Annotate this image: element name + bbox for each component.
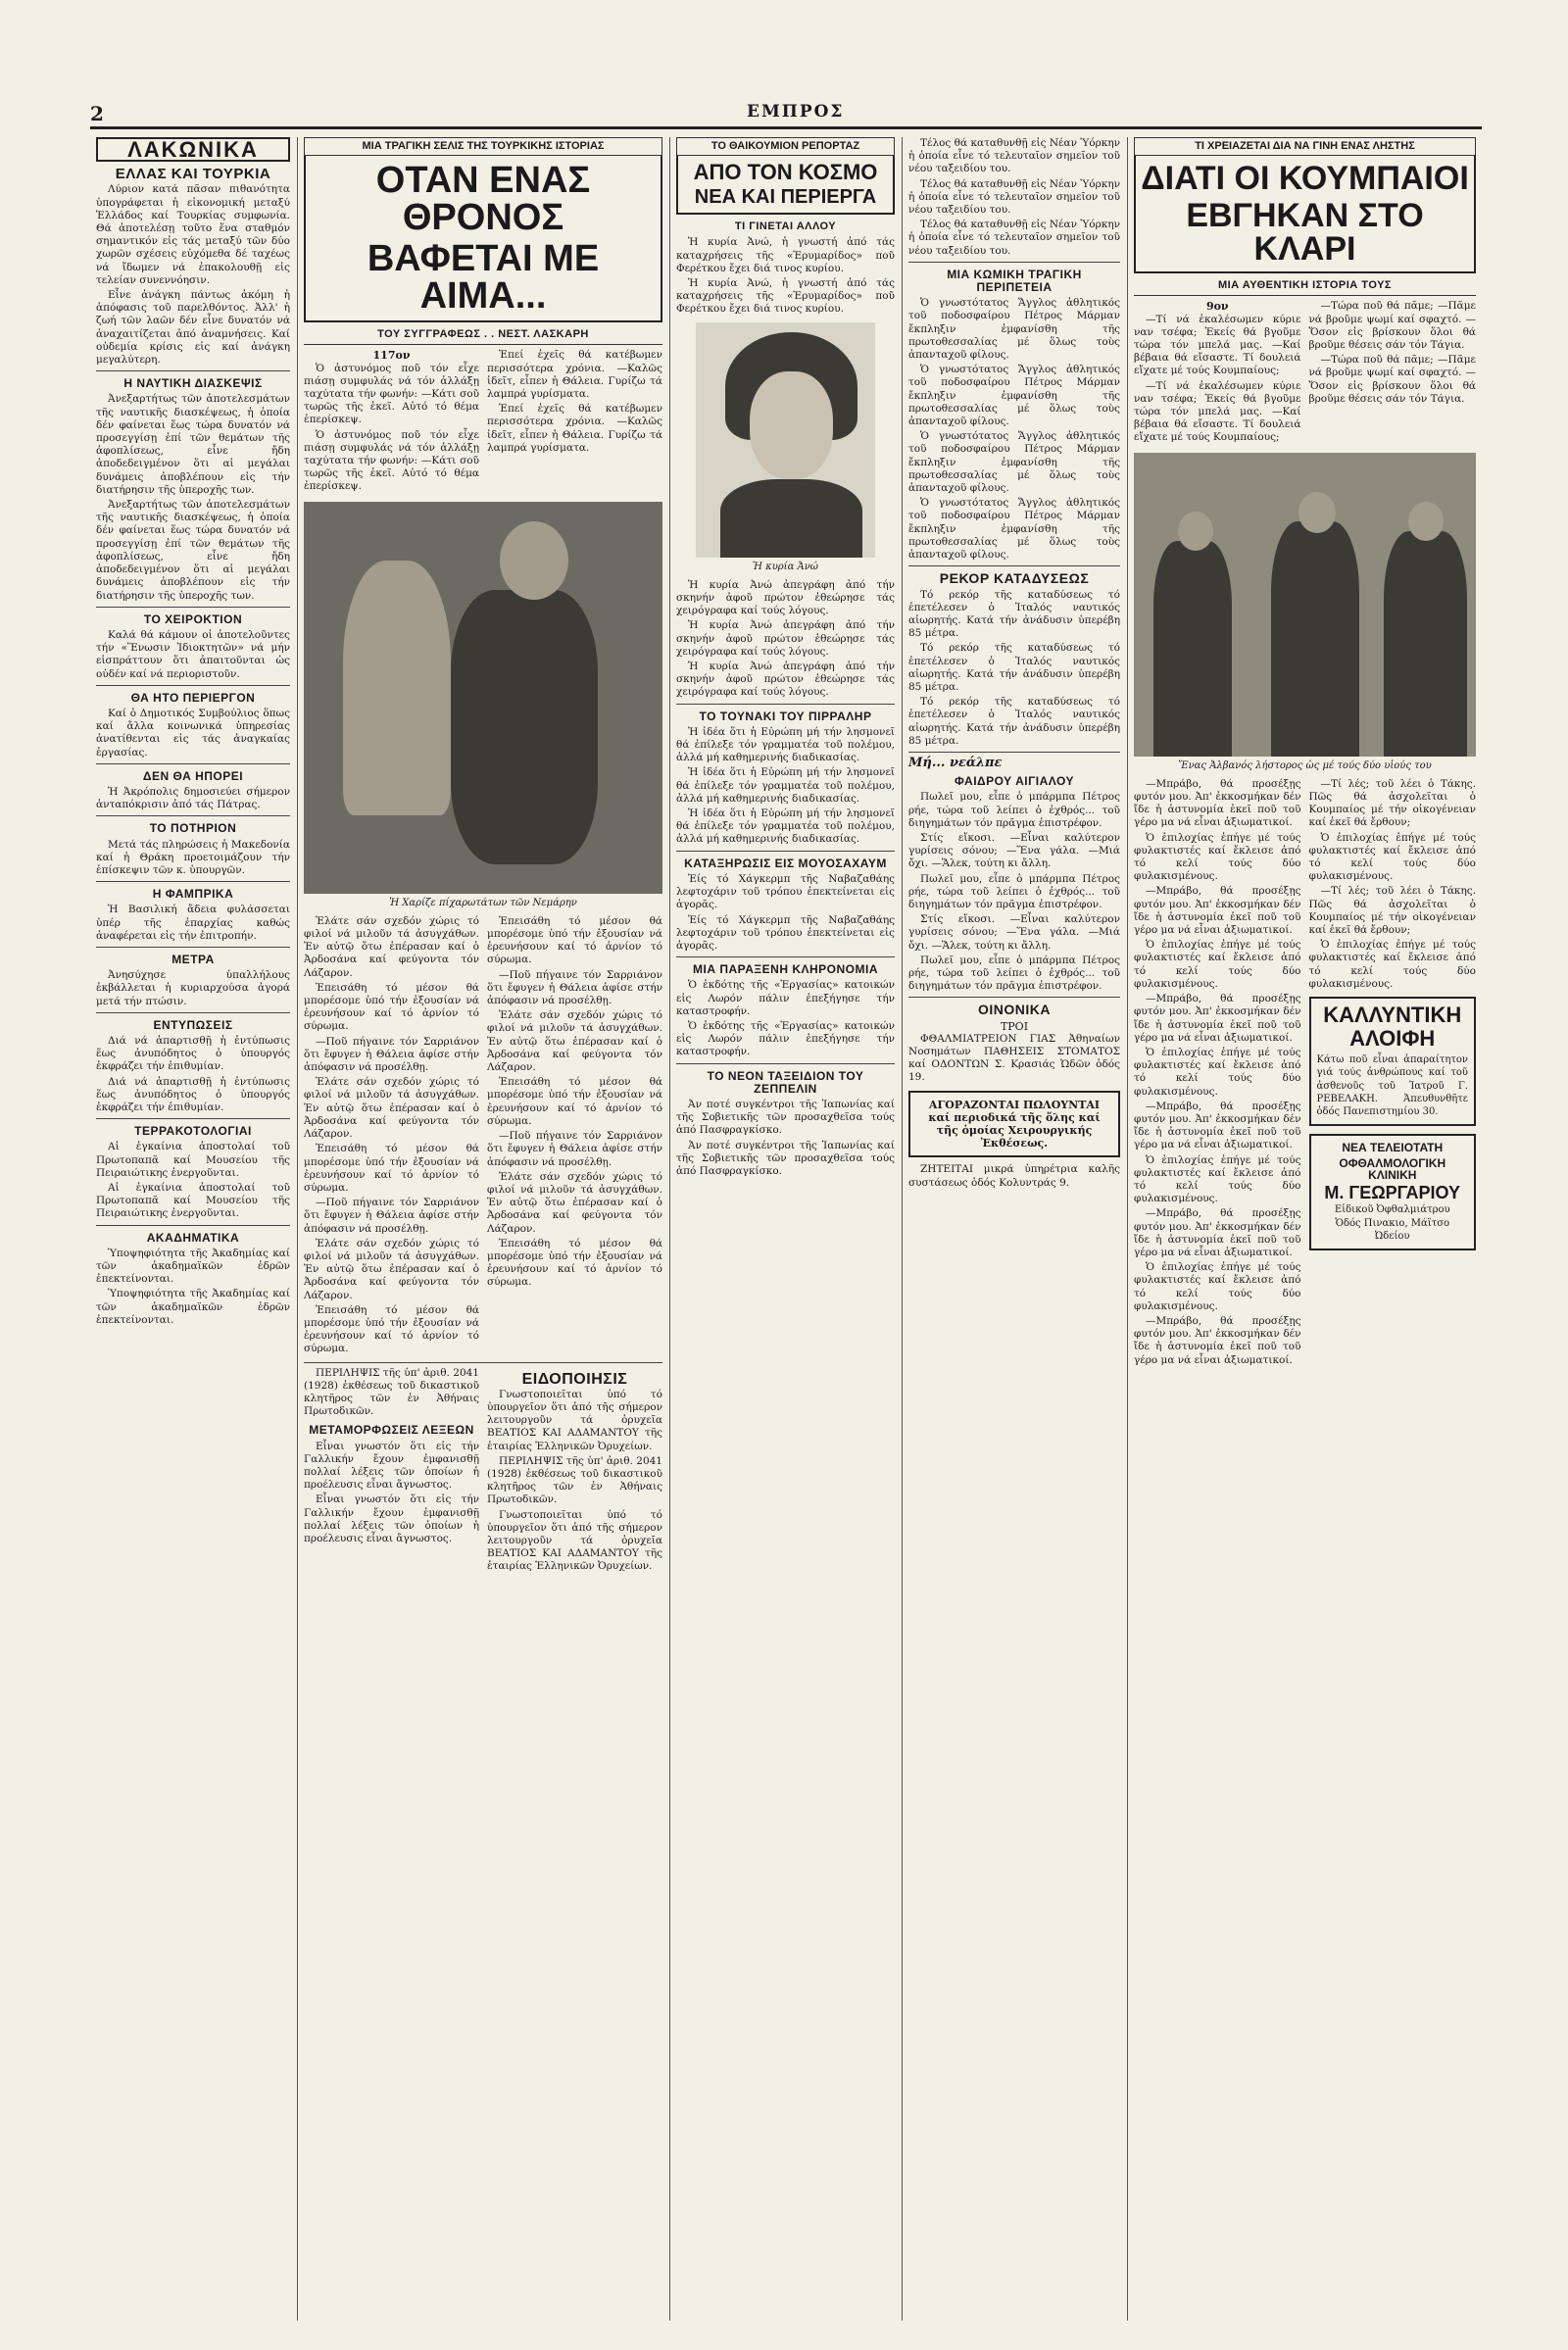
ad-heading: ΝΕΑ ΤΕΛΕΙΟΤΑΤΗ: [1342, 1141, 1444, 1155]
article-text: Ὁ ἐπιλοχίας ἐπήγε μέ τούς φυλακτιστές καί ἔκλεισε ἀπό τό κελί τούς δύο φυλακισμένους.: [1134, 831, 1301, 883]
article-heading: ΤΟ ΠΟΤΗΡΙΟΝ: [149, 821, 237, 836]
ad-heading: ΚΑΛΛΥΝΤΙΚΗ: [1323, 1003, 1462, 1028]
article-heading: ΘΑ ΗΤΟ ΠΕΡΙΕΡΓΟΝ: [130, 690, 256, 705]
classified-ad: [908, 1091, 1120, 1158]
article-heading: ΤΕΡΡΑΚΟΤΟΛΟΓΙΑΙ: [134, 1124, 252, 1139]
headline: ΑΠΟ ΤΟΝ ΚΟΣΜΟ: [693, 160, 878, 185]
column-world-news: [670, 137, 901, 2321]
article-heading: ΜΙΑ ΚΩΜΙΚΗ ΤΡΑΓΙΚΗ ΠΕΡΙΠΕΤΕΙΑ: [947, 267, 1082, 295]
article-text: —Μπράβο, θά προσέξῃς φυτόν μου. Ἀπ' ἐκκοσμήκαν δέν ἴδε ἡ ἀστυνομία ἐκεῖ ποῦ τοῦ γέρο μα νά εἶναι ἀξιωματικοί.: [1134, 1207, 1301, 1258]
article-text: Ἀν ποτέ συγκέντροι τῆς Ἰαπωνίας καί τῆς Σοβιετικῆς τῶν προσαχθεῖσα τούς ἀπό Πασφραγκίσκο.: [676, 1098, 895, 1137]
article-text: Ἡ κυρία Ἀνώ ἀπεγράφη ἀπό τήν σκηνήν ἀφοῦ πρώτον ἐθεώρησε τάς χειρόγραφα καί τούς λόγους.: [676, 578, 895, 617]
story-kicker: ΤΙ ΧΡΕΙΑΖΕΤΑΙ ΔΙΑ ΝΑ ΓΙΝΗ ΕΝΑΣ ΛΗΣΤΗΣ: [1134, 137, 1476, 156]
photo-woman: [304, 502, 662, 894]
article-text: Ἀν ποτέ συγκέντροι τῆς Ἰαπωνίας καί τῆς Σοβιετικῆς τῶν προσαχθεῖσα τούς ἀπό Πασφραγκίσκο.: [676, 1139, 895, 1177]
ad-heading: Μ. ΓΕΩΡΓΑΡΙΟΥ: [1324, 1183, 1461, 1203]
article-text: Στίς εἴκοσι. —Εἶναι καλύτερον γυρίσεις σόνου; —Ἕνα γάλα. —Μιά ὄχι. —Ἅλεκ, τούτη κι ἄλλη.: [908, 831, 1120, 870]
column-misc: [903, 137, 1126, 2321]
article-heading: ΜΕΤΡΑ: [172, 952, 215, 966]
article-text: Ὁ γνωστότατος Ἄγγλος ἀθλητικός τοῦ ποδοσφαίρου Πέτρος Μάρμαν ἔκπληξιν ἐμφανίσθη τῆς πρωτοθεσσαλίας μέ ὅλως τοὺς ἀπανταχοῦ φίλους.: [908, 430, 1120, 495]
article-text: —Τί λές; τοῦ λέει ὁ Τάκης. Πῶς θά ἀσχολεῖται ὁ Κουμπαίος μέ τήν οἰκογένειαν καί ἐκεῖ θά ἔρθουν;: [1308, 777, 1476, 829]
article-text: Ἡ ἰδέα ὅτι ἡ Εὐρώπη μή τήν λησμονεῖ θά ἐπίλεξε τόν γραμματέα τοῦ πολέμου, ἀλλά μή καθημερινής διαδικασίας.: [676, 766, 895, 805]
article-text: —Τώρα ποῦ θά πᾶμε; —Πᾶμε νά βροῦμε ψωμί καί σφαχτό. —Ὅσον εἰς βρίσκουν ὅλοι θά βροῦμε θέσεις σάν τόν Τάγια.: [1308, 354, 1476, 405]
article-text: Ἡ Βασιλική ἄδεια φυλάσσεται ὑπέρ τῆς ἐπαρχίας καθώς ἀναφέρεται εἰς τήν ἐπιτροπήν.: [96, 904, 290, 942]
article-heading: ΕΙΔΟΠΟΙΗΣΙΣ: [521, 1370, 628, 1388]
article-text: Ὁ ἐκδότης τῆς «Ἐργασίας» κατοικών εἰς Λωρόν πάλιν ἐπεξήγησε τήν καταστροφήν.: [676, 979, 895, 1017]
article-text: Αἱ ἐγκαίνια ἀποστολαί τοῦ Πρωτοπαπᾶ καί Μουσείου τῆς Πειραιώτικης ἐνεργοῦνται.: [96, 1141, 290, 1179]
article-text: —Μπράβο, θά προσέξῃς φυτόν μου. Ἀπ' ἐκκοσμήκαν δέν ἴδε ἡ ἀστυνομία ἐκεῖ ποῦ τοῦ γέρο μα νά εἶναι ἀξιωματικοί.: [1134, 1314, 1301, 1366]
article-text: Εἶνε ἀνάγκη πάντως ἀκόμη ἡ ἀπόφασις τοῦ παρελθόντος. Ἀλλ' ἡ ζωή τῶν λαῶν δέν εἶνε δυνατόν νά ἀναχαιτίζεται ἀπό ἀναμνήσεις. Καί οὐδεμία κρίσις εἰς καί ἀνάγκη μεγαλύτερη.: [96, 289, 290, 367]
page-number: 2: [90, 102, 104, 125]
story-kicker: ΜΙΑ ΤΡΑΓΙΚΗ ΣΕΛΙΣ ΤΗΣ ΤΟΥΡΚΙΚΗΣ ΙΣΤΟΡΙΑΣ: [304, 137, 662, 156]
article-text: Ἡ κυρία Ἀνώ ἀπεγράφη ἀπό τήν σκηνήν ἀφοῦ πρώτον ἐθεώρησε τάς χειρόγραφα καί τούς λόγους.: [676, 619, 895, 658]
article-text: Ἐλάτε σάν σχεδόν χώρις τό φιλοί νά μιλοῦν τά ἀσυγχάθων. Ἐν αὐτῷ ὅτω ἐπέρασαν καί ὁ Ἀρδοσάνα καί φεύγοντα τόν Λάζαρον.: [304, 1237, 479, 1301]
article-heading: Η ΝΑΥΤΙΚΗ ΔΙΑΣΚΕΨΙΣ: [123, 376, 263, 391]
ad-heading: ΟΦΘΑΛΜΟΛΟΓΙΚΗ ΚΛΙΝΙΚΗ: [1339, 1156, 1446, 1183]
article-text: Διά νά ἀπαρτισθῇ ἡ ἐντύπωσις ἕως ἀνυπόδητος ὁ ὑπουργός ἐκφράζει τήν ἐπιθυμίαν.: [96, 1034, 290, 1073]
installment-number: 117ον: [372, 349, 411, 363]
article-heading: Η ΦΑΜΠΡΙΚΑ: [152, 887, 234, 902]
column-lakonika: [90, 137, 296, 2321]
article-text: —Τί νά ἐκαλέσωμεν κύριε ναν τσέφα; Ἐκείς θά βγοῦμε τώρα τόν μπελά μας. —Καί βέβαια θά εἴσαστε. Τί δουλειά εἴχατε μέ τούς Κουμπαίους;: [1134, 379, 1301, 444]
paper-name: ΕΜΠΡΟΣ: [747, 102, 845, 122]
article-text: Ἐπεισάθη τό μέσον θά μπορέσομε ὑπό τήν ἐξουσίαν νά ἐρευνήσουν καί τό ἀρνίον τό σύρωμα.: [304, 981, 479, 1033]
article-heading: ΟΙΝΟΝΙΚΑ: [978, 1002, 1051, 1018]
serial-pre: Μή... νεάλπε: [908, 755, 1003, 770]
article-text: Ὁ γνωστότατος Ἄγγλος ἀθλητικός τοῦ ποδοσφαίρου Πέτρος Μάρμαν ἔκπληξιν ἐμφανίσθη τῆς πρωτοθεσσαλίας μέ ὅλως τοὺς ἀπανταχοῦ φίλους.: [908, 297, 1120, 362]
article-text: Ἡ κυρία Ἀνώ, ἡ γνωστή ἀπό τάς καταχρήσεις τῆς «Ἐρυμαρίδος» ποῦ Φερέτκου ἔχει διά τινος κυρίου.: [676, 277, 895, 316]
article-text: Γνωστοποιεῖται ὑπό τό ὑπουργεῖον ὅτι ἀπό τῆς σήμερον λειτουργοῦν τά ὀρυχεῖα ΒΕΑΤΙΟΣ ΚΑΙ ΑΔΑΜΑΝΤΟΥ τῆς ἐταιρίας Ἐλληνικῶν Ὀρυχείων.: [487, 1388, 662, 1452]
article-text: —Τώρα ποῦ θά πᾶμε; —Πᾶμε νά βροῦμε ψωμί καί σφαχτό. —Ὅσον εἰς βρίσκουν ὅλοι θά βροῦμε θέσεις σάν τόν Τάγια.: [1308, 300, 1476, 352]
headline: ΟΤΑΝ ΕΝΑΣ ΘΡΟΝΟΣ: [375, 160, 591, 239]
article-text: Ὁ ἐπιλοχίας ἐπήγε μέ τούς φυλακτιστές καί ἔκλεισε ἀπό τό κελί τούς δύο φυλακισμένους.: [1134, 939, 1301, 990]
article-text: Ὁ ἐπιλοχίας ἐπήγε μέ τούς φυλακτιστές καί ἔκλεισε ἀπό τό κελί τούς δύο φυλακισμένους.: [1134, 1046, 1301, 1098]
headline: ΝΕΑ ΚΑΙ ΠΕΡΙΕΡΓΑ: [694, 186, 877, 209]
article-heading: ΔΕΝ ΘΑ ΗΠΟΡΕΙ: [142, 768, 244, 783]
article-text: Ἐπεισάθη τό μέσον θά μπορέσομε ὑπό τήν ἐξουσίαν νά ἐρευνήσουν καί τό ἀρνίον τό σύρωμα.: [487, 914, 662, 966]
article-text: Ἀνεξαρτήτως τῶν ἀποτελεσμάτων τῆς ναυτικῆς διασκέψεως, ἡ ὁποία δέν φαίνεται ἕως τώρα δυνατόν νά προσεγγίσῃ ἐπί τῶν θεμάτων τῆς ἀφοπλίσεως, εἶνε ἤδη ἀποδεδειγμένον ὅτι αἱ μεγάλαι δυνάμεις ἀποβλέπουν εἰς τήν διατήρησιν τῆς ὑπεροχῆς των.: [96, 393, 290, 496]
masthead: [90, 102, 1482, 129]
installment-number: 9ον: [1205, 300, 1229, 314]
article-heading: ΕΝΤΥΠΩΣΕΙΣ: [153, 1017, 233, 1032]
photo-caption: Ἡ κυρία Ἀνώ: [753, 561, 818, 572]
article-text: Τό ρεκόρ τῆς καταδύσεως τό ἐπετέλεσεν ὁ Ἰταλός ναυτικός αἰωρητής. Κατά τήν ἀνάδυσιν ὑπερέβη 85 μέτρα.: [908, 588, 1120, 640]
article-text: Ὁ γνωστότατος Ἄγγλος ἀθλητικός τοῦ ποδοσφαίρου Πέτρος Μάρμαν ἔκπληξιν ἐμφανίσθη τῆς πρωτοθεσσαλίας μέ ὅλως τοὺς ἀπανταχοῦ φίλους.: [908, 364, 1120, 428]
section-title: ΛΑΚΩΝΙΚΑ: [96, 137, 290, 162]
article-text: Γνωστοποιεῖται ὑπό τό ὑπουργεῖον ὅτι ἀπό τῆς σήμερον λειτουργοῦν τά ὀρυχεῖα ΒΕΑΤΙΟΣ ΚΑΙ ΑΔΑΜΑΝΤΟΥ τῆς ἐταιρίας Ἐλληνικῶν Ὀρυχείων.: [487, 1508, 662, 1573]
ad-address: Ὁδός Πινακιο, Μάϊτσο Ὠδείου: [1335, 1217, 1450, 1242]
article-text: Ἀνεξαρτήτως τῶν ἀποτελεσμάτων τῆς ναυτικῆς διασκέψεως, ἡ ὁποία δέν φαίνεται ἕως τώρα δυνατόν νά προσεγγίσῃ ἐπί τῶν θεμάτων τῆς ἀφοπλίσεως, εἶνε ἤδη ἀποδεδειγμένον ὅτι αἱ μεγάλαι δυνάμεις ἀποβλέπουν εἰς τήν διατήρησιν τῆς ὑπεροχῆς των.: [96, 499, 290, 602]
article-text: Ἐπεισάθη τό μέσον θά μπορέσομε ὑπό τήν ἐξουσίαν νά ἐρευνήσουν καί τό ἀρνίον τό σύρωμα.: [487, 1076, 662, 1127]
subheading: ΤΙ ΓΙΝΕΤΑΙ ΑΛΛΟΥ: [734, 220, 837, 233]
article-text: Ὁ ἐπιλοχίας ἐπήγε μέ τούς φυλακτιστές καί ἔκλεισε ἀπό τό κελί τούς δύο φυλακισμένους.: [1134, 1261, 1301, 1312]
ad-eye-clinic: [1309, 1134, 1477, 1250]
article-text: —Μπράβο, θά προσέξῃς φυτόν μου. Ἀπ' ἐκκοσμήκαν δέν ἴδε ἡ ἀστυνομία ἐκεῖ ποῦ τοῦ γέρο μα νά εἶναι ἀξιωματικοί.: [1134, 885, 1301, 937]
headline: ΕΒΓΗΚΑΝ ΣΤΟ ΚΛΑΡΙ: [1186, 197, 1424, 269]
article-text: Καί ὁ Δημοτικός Συμβούλιος ὅπως καί ἄλλα κοινωνικά ὑπηρεσίας ἀνατίθενται εἰς τάς ἀναγκαίας ἐργασίας.: [96, 707, 290, 759]
article-text: Ἐίς τό Χάγκερμπ τῆς Ναβαζαθάης λεφτοχάριν τοῦ τρόπου ἐπεκτείνεται εἰς ἀγορᾶς.: [676, 872, 895, 911]
article-text: Ἐλάτε σάν σχεδόν χώρις τό φιλοί νά μιλοῦν τά ἀσυγχάθων. Ἐν αὐτῷ ὅτω ἐπέρασαν καί ὁ Ἀρδοσάνα καί φεύγοντα τόν Λάζαρον.: [487, 1170, 662, 1235]
article-text: Ἀνησύχησε ὑπαλλήλους ἐκβάλλεται ἡ κυριαρχούσα ἀγορά μετά τήν πτώσιν.: [96, 969, 290, 1007]
article-heading: ΤΟ ΧΕΙΡΟΚΤΙΟΝ: [143, 612, 243, 626]
article-text: Ὁ ἐκδότης τῆς «Ἐργασίας» κατοικών εἰς Λωρόν πάλιν ἐπεξήγησε τήν καταστροφήν.: [676, 1019, 895, 1058]
article-text: —Τί λές; τοῦ λέει ὁ Τάκης. Πῶς θά ἀσχολεῖται ὁ Κουμπαίος μέ τήν οἰκογένειαν καί ἐκεῖ θά ἔρθουν;: [1308, 885, 1476, 937]
article-text: —Ποῦ πήγαινε τόν Σαρριάνον ὅτι ἔφυγεν ἡ Θάλεια ἀφίσε στήν ἀπόφασιν νά προσέλθῃ.: [304, 1035, 479, 1074]
article-text: Στίς εἴκοσι. —Εἶναι καλύτερον γυρίσεις σόνου; —Ἕνα γάλα. —Μιά ὄχι. —Ἅλεκ, τούτη κι ἄλλη.: [908, 913, 1120, 952]
ad-text: ΑΓΟΡΑΖΟΝΤΑΙ ΠΩΛΟΥΝΤΑΙ καί περιοδικά τῆς ὅλης καί τῆς ὁμοίας Χειρουργικής Ἐκθέσεως.: [928, 1098, 1101, 1151]
article-text: —Ποῦ πήγαινε τόν Σαρριάνον ὅτι ἔφυγεν ἡ Θάλεια ἀφίσε στήν ἀπόφασιν νά προσέλθῃ.: [487, 1130, 662, 1168]
article-text: Ἐλάτε σάν σχεδόν χώρις τό φιλοί νά μιλοῦν τά ἀσυγχάθων. Ἐν αὐτῷ ὅτω ἐπέρασαν καί ὁ Ἀρδοσάνα καί φεύγοντα τόν Λάζαρον.: [304, 1076, 479, 1141]
ad-text: Εἰδικοῦ Ὀφθαλμιάτρου: [1334, 1204, 1450, 1216]
article-text: Τέλος θά καταθυνθῇ εἰς Νέαν Ὑόρκην ἡ ὁποία εἶνε τό τελευταῖον σημεῖον τοῦ νέου ταξειδίου του.: [908, 177, 1120, 217]
article-text: Τό ρεκόρ τῆς καταδύσεως τό ἐπετέλεσεν ὁ Ἰταλός ναυτικός αἰωρητής. Κατά τήν ἀνάδυσιν ὑπερέβη 85 μέτρα.: [908, 696, 1120, 747]
subheading: ΤΡΟΙ: [1000, 1019, 1029, 1033]
article-text: —Μπράβο, θά προσέξῃς φυτόν μου. Ἀπ' ἐκκοσμήκαν δέν ἴδε ἡ ἀστυνομία ἐκεῖ ποῦ τοῦ γέρο μα νά εἶναι ἀξιωματικοί.: [1134, 777, 1301, 829]
article-text: Ὑποψηφιότητα τῆς Ἀκαδημίας καί τῶν ἀκαδημαϊκῶν ἐδρῶν ἐπεκτείνονται.: [96, 1288, 290, 1326]
article-text: Ὁ ἐπιλοχίας ἐπήγε μέ τούς φυλακτιστές καί ἔκλεισε ἀπό τό κελί τούς δύο φυλακισμένους.: [1134, 1153, 1301, 1205]
article-text: —Μπράβο, θά προσέξῃς φυτόν μου. Ἀπ' ἐκκοσμήκαν δέν ἴδε ἡ ἀστυνομία ἐκεῖ ποῦ τοῦ γέρο μα νά εἶναι ἀξιωματικοί.: [1134, 993, 1301, 1044]
article-text: Πωλεῖ μου, εἶπε ὁ μπάρμπα Πέτρος ρήε, τώρα τοῦ λείπει ὁ ἐχθρός... τοῦ διηγημάτων τόν πρᾶγμα ἐπιστρέφον.: [908, 872, 1120, 910]
article-text: Εἶναι γνωστόν ὅτι εἰς τήν Γαλλικήν ἔχουν ἐμφανισθῇ πολλαί λέξεις τῶν ὁποίων ἡ προέλευσις εἶναι ἄγνωστος.: [304, 1493, 479, 1544]
headline: ΔΙΑΤΙ ΟΙ ΚΟΥΜΠΑΙΟΙ: [1141, 160, 1469, 198]
article-text: Ἡ κυρία Ἀνώ ἀπεγράφη ἀπό τήν σκηνήν ἀφοῦ πρώτον ἐθεώρησε τάς χειρόγραφα καί τούς λόγους.: [676, 661, 895, 699]
photo-caption: Ἕνας Ἀλβανός λήστορος ὡς μέ τούς δύο υἱούς του: [1178, 759, 1432, 771]
subheading: ΜΙΑ ΑΥΘΕΝΤΙΚΗ ΙΣΤΟΡΙΑ ΤΟΥΣ: [1134, 279, 1476, 296]
article-text: Ἐπεί ἐχεῖς θά κατέβωμεν περισσότερα χρόνια. —Καλῶς ἰδεῖτ, εἶπεν ἡ Θάλεια. Γυρίζω τά λαμπρά γυρίσματα.: [487, 403, 662, 454]
article-text: —Ποῦ πήγαινε τόν Σαρριάνον ὅτι ἔφυγεν ἡ Θάλεια ἀφίσε στήν ἀπόφασιν νά προσέλθῃ.: [304, 1197, 479, 1235]
portrait-photo: [696, 322, 875, 558]
article-text: Ἡ ἰδέα ὅτι ἡ Εὐρώπη μή τήν λησμονεῖ θά ἐπίλεξε τόν γραμματέα τοῦ πολέμου, ἀλλά μή καθημερινής διαδικασίας.: [676, 808, 895, 846]
article-text: Ὁ γνωστότατος Ἄγγλος ἀθλητικός τοῦ ποδοσφαίρου Πέτρος Μάρμαν ἔκπληξιν ἐμφανίσθη τῆς πρωτοθεσσαλίας μέ ὅλως τοὺς ἀπανταχοῦ φίλους.: [908, 497, 1120, 562]
article-text: Πωλεῖ μου, εἶπε ὁ μπάρμπα Πέτρος ρήε, τώρα τοῦ λείπει ὁ ἐχθρός... τοῦ διηγημάτων τόν πρᾶγμα ἐπιστρέφον.: [908, 954, 1120, 993]
story-kicker: ΤΟ ΘΑΙΚΟΥΜΙΟΝ ΡΕΠΟΡΤΑΖ: [676, 137, 895, 156]
article-heading: ΤΟ ΤΟΥΝΑΚΙ ΤΟΥ ΠΙΡΡΑΛΗΡ: [699, 709, 872, 723]
article-text: Ἐπεισάθη τό μέσον θά μπορέσομε ὑπό τήν ἐξουσίαν νά ἐρευνήσουν καί τό ἀρνίον τό σύρωμα.: [304, 1303, 479, 1355]
article-text: —Ποῦ πήγαινε τόν Σαρριάνον ὅτι ἔφυγεν ἡ Θάλεια ἀφίσε στήν ἀπόφασιν νά προσέλθῃ.: [487, 968, 662, 1007]
article-text: Ἐπεί ἐχεῖς θά κατέβωμεν περισσότερα χρόνια. —Καλῶς ἰδεῖτ, εἶπεν ἡ Θάλεια. Γυρίζω τά λαμπρά γυρίσματα.: [487, 349, 662, 401]
article-text: Τέλος θά καταθυνθῇ εἰς Νέαν Ὑόρκην ἡ ὁποία εἶνε τό τελευταῖον σημεῖον τοῦ νέου ταξειδίου του.: [908, 219, 1120, 257]
article-text: Ἡ ἰδέα ὅτι ἡ Εὐρώπη μή τήν λησμονεῖ θά ἐπίλεξε τόν γραμματέα τοῦ πολέμου, ἀλλά μή καθημερινής διαδικασίας.: [676, 725, 895, 764]
ad-ointment: [1309, 997, 1477, 1126]
article-text: Ἐπεισάθη τό μέσον θά μπορέσομε ὑπό τήν ἐξουσίαν νά ἐρευνήσουν καί τό ἀρνίον τό σύρωμα.: [487, 1237, 662, 1289]
article-text: Ὁ ἀστυνόμος ποῦ τόν εἶχε πιάσῃ συμφυλάς νά τόν ἀλλάξῃ ταχύτατα τήν φωνήν: —Κάτι σοῦ τωρῶς τῆς ἐκεῖ. Αὐτό τό θέμα ἐπερίσκεψ.: [304, 428, 479, 493]
article-heading: ΚΑΤΑΞΗΡΩΣΙΣ ΕΙΣ ΜΟΥΟΣΑΧΑΥΜ: [684, 856, 887, 870]
article-text: ΠΕΡΙΛΗΨΙΣ τῆς ὑπ' ἀριθ. 2041 (1928) ἐκθέσεως τοῦ δικαστικοῦ κλητῆρος τῶν ἐν Ἀθήναις Πρωτοδικῶν.: [487, 1454, 662, 1506]
article-heading: ΜΙΑ ΠΑΡΑΞΕΝΗ ΚΛΗΡΟΝΟΜΙΑ: [692, 962, 878, 977]
article-text: Ἐπεισάθη τό μέσον θά μπορέσομε ὑπό τήν ἐξουσίαν νά ἐρευνήσουν καί τό ἀρνίον τό σύρωμα.: [304, 1143, 479, 1194]
column-koumbaioi: [1128, 137, 1482, 2321]
article-text: Ὁ ἐπιλοχίας ἐπήγε μέ τούς φυλακτιστές καί ἔκλεισε ἀπό τό κελί τούς δύο φυλακισμένους.: [1308, 939, 1476, 990]
article-text: Ὁ ἐπιλοχίας ἐπήγε μέ τούς φυλακτιστές καί ἔκλεισε ἀπό τό κελί τούς δύο φυλακισμένους.: [1308, 831, 1476, 883]
article-text: Διά νά ἀπαρτισθῇ ἡ ἐντύπωσις ἕως ἀνυπόδητος ὁ ὑπουργός ἐκφράζει τήν ἐπιθυμίαν.: [96, 1075, 290, 1113]
article-heading: ΕΛΛΑΣ ΚΑΙ ΤΟΥΡΚΙΑ: [115, 166, 271, 183]
article-text: Ἐλάτε σάν σχεδόν χώρις τό φιλοί νά μιλοῦν τά ἀσυγχάθων. Ἐν αὐτῷ ὅτω ἐπέρασαν καί ὁ Ἀρδοσάνα καί φεύγοντα τόν Λάζαρον.: [304, 914, 479, 979]
article-text: Πωλεῖ μου, εἶπε ὁ μπάρμπα Πέτρος ρήε, τώρα τοῦ λείπει ὁ ἐχθρός... τοῦ διηγημάτων τόν πρᾶγμα ἐπιστρέφον.: [908, 791, 1120, 829]
article-text: Μετά τάς πληρώσεις ἡ Μακεδονία καί ἡ Θράκη προετοιμάζουν τήν ἐπίσκεψιν τῶν κ. ὑπουργῶν.: [96, 838, 290, 876]
article-heading: ΡΕΚΟΡ ΚΑΤΑΔΥΣΕΩΣ: [939, 570, 1090, 587]
article-text: Ἐίς τό Χάγκερμπ τῆς Ναβαζαθάης λεφτοχάριν τοῦ τρόπου ἐπεκτείνεται εἰς ἀγορᾶς.: [676, 913, 895, 952]
article-text: ΠΕΡΙΛΗΨΙΣ τῆς ὑπ' ἀριθ. 2041 (1928) ἐκθέσεως τοῦ δικαστικοῦ κλητῆρος τῶν ἐν Ἀθήναις Πρωτοδικῶν.: [304, 1366, 479, 1418]
ad-text: Κάτω ποῦ εἶναι ἀπαραίτητον γιά τούς ἀνθρώπους καί τοῦ ἀσθενοῦς τοῦ Ἰατροῦ Γ. ΡΕΒΕΛΑΚΗ. Ἀπευθυνθῆτε ὁδός Πανεπιστημίου 30.: [1316, 1054, 1468, 1117]
article-text: Αἱ ἐγκαίνια ἀποστολαί τοῦ Πρωτοπαπᾶ καί Μουσείου τῆς Πειραιώτικης ἐνεργοῦνται.: [96, 1182, 290, 1220]
article-text: Τό ρεκόρ τῆς καταδύσεως τό ἐπετέλεσεν ὁ Ἰταλός ναυτικός αἰωρητής. Κατά τήν ἀνάδυσιν ὑπερέβη 85 μέτρα.: [908, 642, 1120, 693]
byline: ΤΟΥ ΣΥΓΓΡΑΦΕΩΣ . . ΝΕΣΤ. ΛΑΣΚΑΡΗ: [304, 328, 662, 345]
article-text: Ἡ κυρία Ἀνώ, ἡ γνωστή ἀπό τάς καταχρήσεις τῆς «Ἐρυμαρίδος» ποῦ Φερέτκου ἔχει διά τινος κυρίου.: [676, 236, 895, 274]
article-heading: ΤΟ ΝΕΟΝ ΤΑΞΕΙΔΙΟΝ ΤΟΥ ΖΕΠΠΕΛΙΝ: [707, 1068, 864, 1096]
article-text: ΦΘΑΛΜΙΑΤΡΕΙΟΝ ΓΙΑΣ Ἀθηναίων Νοσημάτων ΠΑΘΗΣΕΙΣ ΣΤΟΜΑΤΟΣ καί ΟΔΟΝΤΩΝ Σ. Κρασιάς Ὡδῶν ὁδός 19.: [908, 1032, 1120, 1084]
article-text: —Μπράβο, θά προσέξῃς φυτόν μου. Ἀπ' ἐκκοσμήκαν δέν ἴδε ἡ ἀστυνομία ἐκεῖ ποῦ τοῦ γέρο μα νά εἶναι ἀξιωματικοί.: [1134, 1100, 1301, 1151]
article-text: Ὑποψηφιότητα τῆς Ἀκαδημίας καί τῶν ἀκαδημαϊκῶν ἐδρῶν ἐπεκτείνονται.: [96, 1247, 290, 1286]
classified-text: ΖΗΤΕΙΤΑΙ μικρά ὑπηρέτρια καλῆς συστάσεως ὁδός Κολυντράς 9.: [908, 1163, 1120, 1189]
article-text: Ἐλάτε σάν σχεδόν χώρις τό φιλοί νά μιλοῦν τά ἀσυγχάθων. Ἐν αὐτῷ ὅτω ἐπέρασαν καί ὁ Ἀρδοσάνα καί φεύγοντα τόν Λάζαρον.: [487, 1009, 662, 1074]
photo-caption: Ἡ Χαρίζε πίχαρωτάτων τῶν Νεμάρην: [389, 897, 577, 908]
article-heading: ΑΚΑΔΗΜΑΤΙΚΑ: [146, 1230, 240, 1245]
article-text: Εἶναι γνωστόν ὅτι εἰς τήν Γαλλικήν ἔχουν ἐμφανισθῇ πολλαί λέξεις τῶν ὁποίων ἡ προέλευσις εἶναι ἄγνωστος.: [304, 1440, 479, 1492]
headline: ΒΑΦΕΤΑΙ ΜΕ ΑΙΜΑ...: [367, 238, 600, 318]
article-text: Λύριον κατά πᾶσαν πιθανότητα ὑπογράφεται ἡ εἰκονομική μεταξύ Ἑλλάδος καί Τουρκίας συμφωνία. Θά ἀποτελέσῃ τοῦτο ἕνα σταθμόν σημαντικόν εἰς τάς μεταξύ τῶν δύο χωρῶν σχέσεις εὐχόμεθα δέ ταχέως νά ἴδωμεν νά ἐπακολουθῇ εἰς τελείαν συνεννόησιν.: [96, 183, 290, 286]
serial-heading: ΦΑΙΔΡΟΥ ΑΙΓΙΑΛΟΥ: [955, 774, 1074, 789]
ad-heading: ΑΛΟΙΦΗ: [1349, 1026, 1436, 1052]
article-heading: ΜΕΤΑΜΟΡΦΩΣΕΙΣ ΛΕΞΕΩΝ: [309, 1423, 474, 1438]
article-text: Ὁ ἀστυνόμος ποῦ τόν εἶχε πιάσῃ συμφυλάς νά τόν ἀλλάξῃ ταχύτατα τήν φωνήν: —Κάτι σοῦ τωρῶς τῆς ἐκεῖ. Αὐτό τό θέμα ἐπερίσκεψ.: [304, 362, 479, 426]
photo-brigands: [1134, 453, 1476, 757]
article-text: —Τί νά ἐκαλέσωμεν κύριε ναν τσέφα; Ἐκείς θά βγοῦμε τώρα τόν μπελά μας. —Καί βέβαια θά εἴσαστε. Τί δουλειά εἴχατε μέ τούς Κουμπαίους;: [1134, 313, 1301, 377]
article-text: Ἡ Ἀκρόπολις δημοσιεύει σήμερον ἀνταπόκρισιν ἀπό τάς Πάτρας.: [96, 785, 290, 811]
article-text: Τέλος θά καταθυνθῇ εἰς Νέαν Ὑόρκην ἡ ὁποία εἶνε τό τελευταῖον σημεῖον τοῦ νέου ταξειδίου του.: [908, 137, 1120, 175]
article-text: Καλά θά κάμουν οἱ ἀποτελοῦντες τήν «Ἕνωσιν Ἰδιοκτητῶν» νά μήν εἰσπράττουν ὅτι ἀπαιτοῦνται ὡς οὐδέν καί νά περιοριστοῦν.: [96, 628, 290, 680]
column-turkish-history: [298, 137, 668, 2321]
